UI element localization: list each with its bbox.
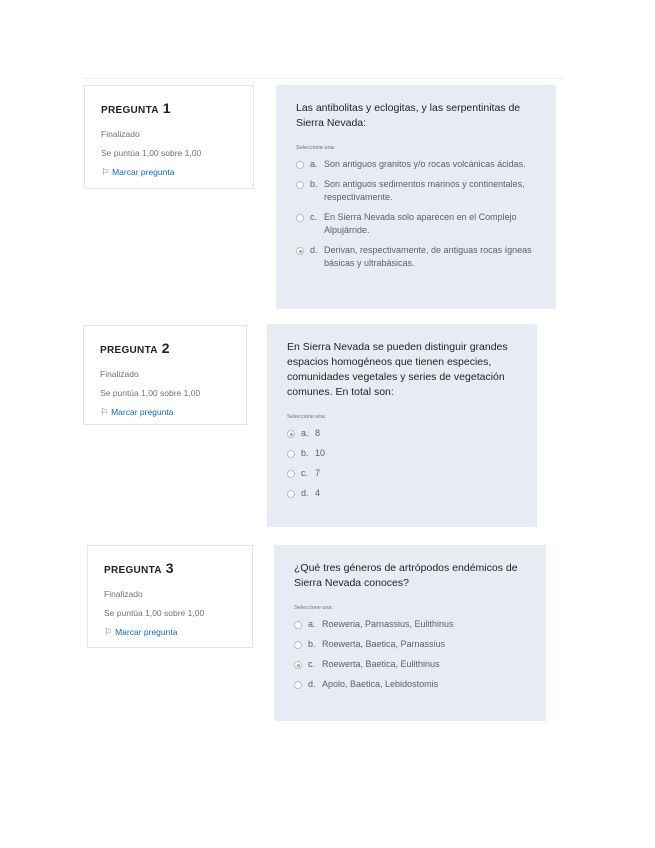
option-letter: c. [310,212,318,222]
question-number: 1 [162,100,171,116]
radio-button[interactable] [294,621,302,629]
option-text: Roewerta, Baetica, Eulithinus [322,659,440,669]
option-text: 4 [315,488,321,498]
flag-question-link[interactable] [101,163,237,182]
radio-button[interactable] [296,161,304,169]
option-letter: a. [301,428,309,438]
flag-label: Marcar pregunta [112,167,175,177]
question-text: ¿Qué tres géneros de artrópodos endémicos de Sierra Nevada conoces? [294,562,518,589]
answer-option-b[interactable] [296,178,536,204]
question-score: Se puntúa 1,00 sobre 1,00 [101,148,202,158]
option-text: 10 [315,448,326,458]
answer-prompt: Seleccione una: [294,605,334,611]
option-text: Derivan, respectivamente, de antiguas rocas ígneas básicas y ultrabásicas. [324,245,532,268]
flag-icon: ⚐ [104,627,113,637]
flag-question-link[interactable] [100,403,230,422]
radio-button-selected[interactable] [296,247,304,255]
question-info-2 [83,325,247,425]
flag-icon: ⚐ [100,407,109,417]
option-text: Roewerta, Baetica, Parnassius [322,639,446,649]
option-letter: c. [308,659,316,669]
question-number: 2 [161,340,170,356]
answer-option-a[interactable] [287,427,517,440]
question-text: Las antibolitas y eclogitas, y las serpentinitas de Sierra Nevada: [296,102,521,129]
answer-option-a[interactable] [296,158,536,171]
option-text: Apolo, Baetica, Lebidostomis [322,679,439,689]
radio-button[interactable] [296,181,304,189]
option-letter: b. [308,639,316,649]
answer-option-d[interactable] [296,244,536,270]
answer-option-c[interactable] [294,658,526,671]
question-status: Finalizado [100,369,139,379]
question-label: PREGUNTA [101,105,159,116]
question-content-3 [274,545,546,721]
question-title [100,340,230,356]
radio-button[interactable] [287,450,295,458]
option-letter: d. [301,488,309,498]
question-label: PREGUNTA [104,565,162,576]
answer-option-b[interactable] [287,447,517,460]
question-number: 3 [165,560,174,576]
option-letter: d. [310,245,318,255]
answer-option-b[interactable] [294,638,526,651]
flag-icon: ⚐ [101,167,110,177]
radio-button[interactable] [294,641,302,649]
option-letter: b. [301,448,309,458]
question-score: Se puntúa 1,00 sobre 1,00 [100,388,201,398]
answer-prompt: Seleccione una: [296,145,336,151]
flag-label: Marcar pregunta [115,627,178,637]
option-letter: d. [308,679,316,689]
question-info-3 [87,545,253,648]
option-text: 7 [315,468,321,478]
question-score: Se puntúa 1,00 sobre 1,00 [104,608,205,618]
question-title [101,100,237,116]
radio-button[interactable] [294,681,302,689]
option-letter: a. [308,619,316,629]
option-text: Son antiguos granitos y/o rocas volcánicas ácidas. [324,159,526,169]
radio-button[interactable] [287,490,295,498]
answer-option-d[interactable] [287,487,517,500]
option-text: 8 [315,428,321,438]
radio-button-selected[interactable] [287,430,295,438]
option-text: En Sierra Nevada solo aparecen en el Complejo Alpujárride. [324,212,517,235]
answer-option-c[interactable] [287,467,517,480]
question-title [104,560,236,576]
option-letter: b. [310,179,318,189]
question-status: Finalizado [101,129,140,139]
option-letter: c. [301,468,309,478]
question-content-2 [267,324,537,527]
option-text: Son antiguos sedimentos marinos y continentales, respectivamente. [324,179,525,202]
answer-option-d[interactable] [294,678,526,691]
question-info-1 [84,85,254,189]
option-letter: a. [310,159,318,169]
flag-question-link[interactable] [104,623,236,642]
radio-button[interactable] [287,470,295,478]
page-divider [83,78,563,79]
question-text: En Sierra Nevada se pueden distinguir grandes espacios homogéneos que tienen especies, comunidades vegetales y series de vegetación comunes. En total son: [287,341,508,398]
answer-option-c[interactable] [296,211,536,237]
radio-button-selected[interactable] [294,661,302,669]
flag-label: Marcar pregunta [111,407,174,417]
question-content-1 [276,85,556,309]
question-status: Finalizado [104,589,143,599]
answer-prompt: Seleccione una: [287,414,327,420]
answer-option-a[interactable] [294,618,526,631]
question-label: PREGUNTA [100,345,158,356]
radio-button[interactable] [296,214,304,222]
option-text: Roeweria, Parnassius, Eulithinus [322,619,454,629]
